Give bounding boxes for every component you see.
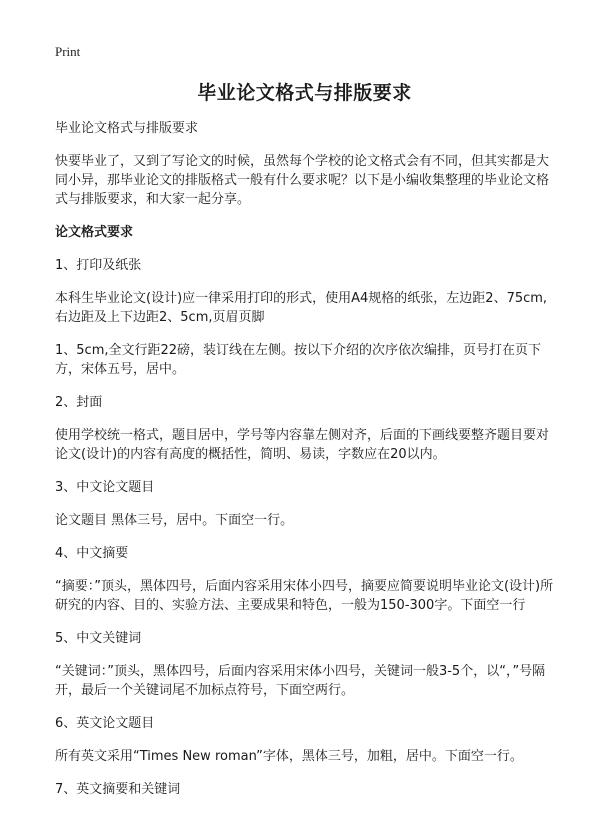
item-body-4: “摘要：”顶头，黑体四号，后面内容采用宋体小四号，摘要应简要说明毕业论文(设计)所研究的内容、目的、实验方法、主要成果和特色，一般为150-300字。下面空一行 — [55, 579, 554, 613]
item-heading-1: 1、打印及纸张 — [55, 258, 142, 273]
print-link[interactable]: Print — [55, 44, 81, 59]
intro-paragraph: 快要毕业了，又到了写论文的时候，虽然每个学校的论文格式会有不同，但其实都是大同小异，那毕业论文的排版格式一般有什么要求呢？以下是小编收集整理的毕业论文格式与排版要求，和大家一起分享。 — [55, 154, 550, 207]
document-title: 毕业论文格式与排版要求 — [197, 82, 412, 104]
section-heading: 论文格式要求 — [55, 225, 134, 240]
item-body-5: “关键词：”顶头，黑体四号，后面内容采用宋体小四号，关键词一般3-5个，以“，”号隔开，最后一个关键词尾不加标点符号，下面空两行。 — [55, 664, 546, 698]
item-body-1b: 1、5cm,全文行距22磅，装订线在左侧。按以下介绍的次序依次编排，页号打在页下方，宋体五号，居中。 — [55, 343, 542, 377]
item-heading-6: 6、英文论文题目 — [55, 716, 155, 731]
item-body-2: 使用学校统一格式，题目居中，学号等内容靠左侧对齐，后面的下画线要整齐题目要对论文(设计)的内容有高度的概括性，简明、易读，字数应在20以内。 — [55, 428, 550, 462]
item-heading-3: 3、中文论文题目 — [55, 480, 155, 495]
item-heading-2: 2、封面 — [55, 395, 103, 410]
item-heading-4: 4、中文摘要 — [55, 546, 129, 561]
document-subtitle: 毕业论文格式与排版要求 — [55, 121, 199, 136]
item-body-3: 论文题目 黑体三号，居中。下面空一行。 — [55, 513, 294, 528]
item-heading-5: 5、中文关键词 — [55, 631, 142, 646]
item-heading-7: 7、英文摘要和关键词 — [55, 782, 181, 797]
item-body-6: 所有英文采用“Times New roman”字体，黑体三号，加粗，居中。下面空一行。 — [55, 749, 523, 764]
item-body-1: 本科生毕业论文(设计)应一律采用打印的形式，使用A4规格的纸张，左边距2、75cm,右边距及上下边距2、5cm,页眉页脚 — [55, 291, 548, 325]
